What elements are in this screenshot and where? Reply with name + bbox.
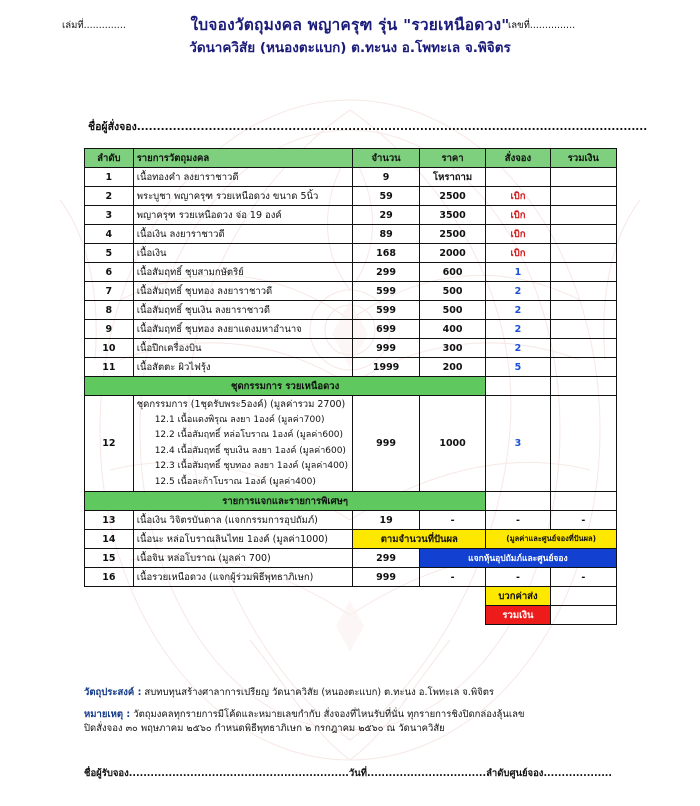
row-order[interactable]: เบิก	[486, 225, 550, 244]
row-price: 200	[419, 358, 485, 377]
row-description: เนื้อเงิน วิจิตรบันดาล (แจกกรรมการอุปถัมภ์)	[133, 511, 353, 530]
row-description: เนื้อสัมฤทธิ์ ชุบสามกษัตริย์	[133, 263, 353, 282]
table-row	[85, 168, 617, 187]
row-total[interactable]	[550, 301, 616, 320]
form-title-line1: ใบจองวัตถุมงคล พญาครุฑ รุ่น "รวยเหนือดวง"	[190, 16, 510, 34]
row-price: 3500	[419, 206, 485, 225]
table-row	[85, 339, 617, 358]
row-description: เนื้อสัมฤทธิ์ ชุบเงิน ลงยาราชาวดี	[133, 301, 353, 320]
row-quantity: 1999	[353, 358, 420, 377]
row-no: 9	[85, 320, 134, 339]
row-order[interactable]: 3	[486, 396, 550, 492]
row-quantity: 999	[353, 568, 420, 587]
row-description: เนื้อทองคำ ลงยาราชาวดี	[133, 168, 353, 187]
section-order-cell[interactable]	[486, 377, 550, 396]
row-quantity: 999	[353, 339, 420, 358]
row-quantity: 19	[353, 511, 420, 530]
table-row-highlight-blue	[85, 549, 617, 568]
table-row	[85, 244, 617, 263]
table-row	[85, 568, 617, 587]
note-text-1: วัตถุมงคลทุกรายการมีโค้ดและหมายเลขกำกับ สั่งจองที่ไหนรับที่นั่น ทุกรายการชิงปิดกล่องลุ้นเลข	[133, 709, 525, 720]
spacer-cell	[85, 587, 486, 606]
row-description: พระบูชา พญาครุฑ รวยเหนือดวง ขนาด 5นิ้ว	[133, 187, 353, 206]
table-row-committee-set	[85, 396, 617, 492]
row-price: 300	[419, 339, 485, 358]
row-order[interactable]: 2	[486, 320, 550, 339]
row-quantity: 599	[353, 282, 420, 301]
summary-label-shipping: บวกค่าส่ง	[486, 587, 550, 606]
row-no: 5	[85, 244, 134, 263]
row-quantity: 699	[353, 320, 420, 339]
row-no: 11	[85, 358, 134, 377]
row-order[interactable]: -	[486, 511, 550, 530]
orderer-name-field-label: ชื่อผู้สั่งจอง................................................................................................................................	[88, 121, 648, 133]
column-header-description: รายการวัตถุมงคล	[133, 149, 353, 168]
row-description: เนื้อรวยเหนือดวง (แจกผู้ร่วมพิธีพุทธาภิเษก)	[133, 568, 353, 587]
row-total[interactable]	[550, 320, 616, 339]
row-no: 7	[85, 282, 134, 301]
row-description: เนื้อปีกเครื่องบิน	[133, 339, 353, 358]
row-price: โหราถาม	[419, 168, 485, 187]
table-row	[85, 282, 617, 301]
row-description: เนื้อจิน หล่อโบราณ (มูลค่า 700)	[133, 549, 353, 568]
row-no: 13	[85, 511, 134, 530]
set-item: 12.3 เนื้อสัมฤทธิ์ ชุบทอง ลงยา 1องค์ (มูลค่า400)	[154, 461, 349, 471]
row-order[interactable]: เบิก	[486, 206, 550, 225]
row-description: เนื้อเงิน	[133, 244, 353, 263]
summary-value-shipping[interactable]	[550, 587, 616, 606]
row-price: 2500	[419, 225, 485, 244]
form-title-line2: วัดนาควิสัย (หนองตะแบก) ต.ทะนง อ.โพทะเล จ.พิจิตร	[189, 40, 511, 56]
section-total-cell[interactable]	[550, 377, 616, 396]
purpose-label: วัตถุประสงค์ :	[84, 687, 142, 698]
row-no: 3	[85, 206, 134, 225]
row-description-set	[133, 396, 353, 492]
row-order[interactable]: 2	[486, 301, 550, 320]
column-header-no: ลำดับ	[85, 149, 134, 168]
set-title: ชุดกรรมการ (1ชุดรับพระ5องค์) (มูลค่ารวม 2700)	[136, 399, 346, 410]
volume-no-label: เล่มที่..............	[62, 20, 126, 31]
row-price: 500	[419, 301, 485, 320]
row-order[interactable]: 2	[486, 339, 550, 358]
table-row	[85, 320, 617, 339]
row-total[interactable]: -	[550, 568, 616, 587]
row-price: 400	[419, 320, 485, 339]
row-total[interactable]	[550, 263, 616, 282]
row-no: 8	[85, 301, 134, 320]
row-no: 10	[85, 339, 134, 358]
section-header-row-committee-set	[85, 377, 617, 396]
note-block	[84, 708, 629, 736]
row-order[interactable]: 2	[486, 282, 550, 301]
row-quantity-note: ตามจำนวนที่ปันผล	[353, 530, 486, 549]
section-title-committee-set: ชุดกรรมการ รวยเหนือดวง	[85, 377, 486, 396]
row-order[interactable]: 1	[486, 263, 550, 282]
column-header-order: สั่งจอง	[486, 149, 550, 168]
spacer-cell	[85, 606, 486, 625]
table-row	[85, 206, 617, 225]
row-no: 2	[85, 187, 134, 206]
table-row	[85, 301, 617, 320]
row-no: 16	[85, 568, 134, 587]
row-description: เนื้อสัมฤทธิ์ ชุบทอง ลงยาแดงมหาอำนาจ	[133, 320, 353, 339]
column-header-price: ราคา	[419, 149, 485, 168]
row-total[interactable]	[550, 339, 616, 358]
purpose-block	[84, 686, 629, 700]
set-item: 12.1 เนื้อแดงพิรุณ ลงยา 1องค์ (มูลค่า700)	[154, 414, 325, 425]
row-price: 500	[419, 282, 485, 301]
row-quantity: 999	[353, 396, 420, 492]
row-description: เนื้อสัตตะ ผิวไฟรุ้ง	[133, 358, 353, 377]
section-total-cell[interactable]	[550, 492, 616, 511]
row-total[interactable]	[550, 187, 616, 206]
summary-value-total[interactable]	[550, 606, 616, 625]
note-text-2: ปิดสั่งจอง ๓๐ พฤษภาคม ๒๕๖๐ กำหนดพิธีพุทธาภิเษก ๒ กรกฎาคม ๒๕๖๐ ณ วัดนาควิสัย	[84, 723, 445, 734]
row-total[interactable]	[550, 244, 616, 263]
table-header-row	[85, 149, 617, 168]
row-total[interactable]	[550, 206, 616, 225]
summary-row-total	[85, 606, 617, 625]
row-order[interactable]: 5	[486, 358, 550, 377]
row-price: 1000	[419, 396, 485, 492]
row-no: 1	[85, 168, 134, 187]
row-description: เนื้อนะ หล่อโบราณลินไทย 1องค์ (มูลค่า1000)	[133, 530, 353, 549]
row-price: -	[419, 568, 485, 587]
summary-label-total: รวมเงิน	[486, 606, 550, 625]
row-order-note: (มูลค่าและศูนย์จองที่ปันผล)	[486, 530, 617, 549]
set-item: 12.5 เนื้อละก้าโบราณ 1องค์ (มูลค่า400)	[154, 476, 316, 487]
row-total[interactable]	[550, 168, 616, 187]
table-row	[85, 263, 617, 282]
summary-row-shipping	[85, 587, 617, 606]
row-description: พญาครุฑ รวยเหนือดวง จ่อ 19 องค์	[133, 206, 353, 225]
row-no: 6	[85, 263, 134, 282]
row-quantity: 299	[353, 549, 420, 568]
row-order[interactable]: เบิก	[486, 187, 550, 206]
table-row	[85, 225, 617, 244]
table-row-highlight-yellow	[85, 530, 617, 549]
row-price: 600	[419, 263, 485, 282]
row-order[interactable]: -	[486, 568, 550, 587]
table-row	[85, 358, 617, 377]
row-quantity: 599	[353, 301, 420, 320]
row-no: 12	[85, 396, 134, 492]
section-order-cell[interactable]	[486, 492, 550, 511]
section-header-row-giveaway	[85, 492, 617, 511]
row-quantity: 9	[353, 168, 420, 187]
note-label: หมายเหตุ :	[84, 709, 131, 720]
row-price: -	[419, 511, 485, 530]
row-price: 2500	[419, 187, 485, 206]
set-item: 12.2 เนื้อสัมฤทธิ์ หล่อโบราณ 1องค์ (มูลค่า600)	[154, 430, 344, 440]
receipt-no-label: เลขที่...............	[508, 20, 576, 31]
row-no: 14	[85, 530, 134, 549]
row-quantity: 59	[353, 187, 420, 206]
row-total[interactable]: -	[550, 511, 616, 530]
row-no: 4	[85, 225, 134, 244]
row-price: 2000	[419, 244, 485, 263]
row-order[interactable]: เบิก	[486, 244, 550, 263]
row-description: เนื้อเงิน ลงยาราชาวดี	[133, 225, 353, 244]
table-row	[85, 187, 617, 206]
row-note-blue: แจกหุ้นอุปถัมภ์และศูนย์จอง	[419, 549, 616, 568]
table-row	[85, 511, 617, 530]
set-item: 12.4 เนื้อสัมฤทธิ์ ชุบเงิน ลงยา 1องค์ (มูลค่า600)	[154, 445, 346, 456]
row-total[interactable]	[550, 396, 616, 492]
column-header-total: รวมเงิน	[550, 149, 616, 168]
row-quantity: 89	[353, 225, 420, 244]
receiver-line: ชื่อผู้รับจอง.............................................................วันที่.................................ลำดับศูนย์จอง...................	[84, 768, 613, 779]
row-no: 15	[85, 549, 134, 568]
row-description: เนื้อสัมฤทธิ์ ชุบทอง ลงยาราชาวดี	[133, 282, 353, 301]
row-total[interactable]	[550, 358, 616, 377]
items-table	[84, 148, 617, 625]
section-title-giveaway: รายการแจกและรายการพิเศษๆ	[85, 492, 486, 511]
row-total[interactable]	[550, 225, 616, 244]
row-quantity: 299	[353, 263, 420, 282]
purpose-text: สบทบทุนสร้างศาลาการเปรียญ วัดนาควิสัย (หนองตะแบก) ต.ทะนง อ.โพทะเล จ.พิจิตร	[144, 687, 494, 698]
row-quantity: 168	[353, 244, 420, 263]
column-header-quantity: จำนวน	[353, 149, 420, 168]
row-quantity: 29	[353, 206, 420, 225]
row-total[interactable]	[550, 282, 616, 301]
row-order[interactable]	[486, 168, 550, 187]
